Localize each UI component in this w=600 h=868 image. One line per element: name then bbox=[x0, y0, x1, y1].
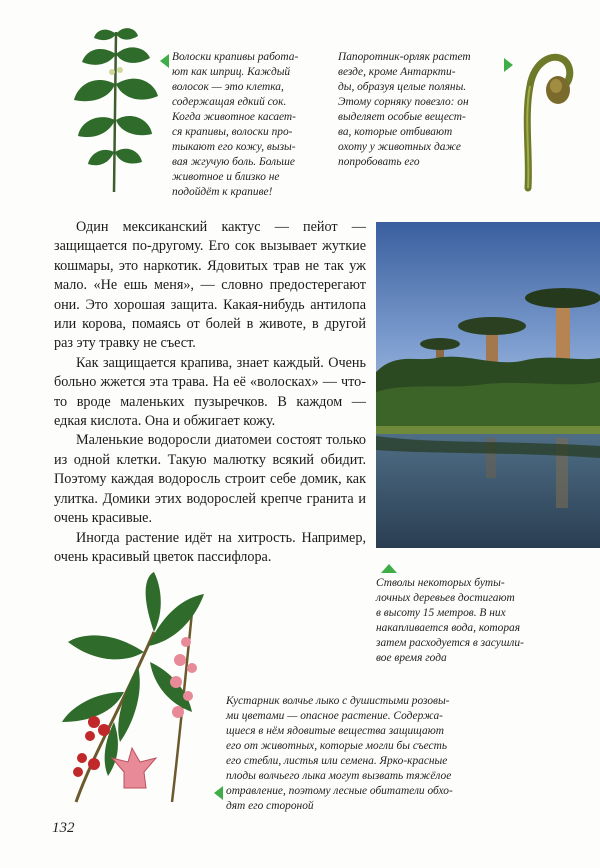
fern-fiddlehead-illustration bbox=[510, 46, 580, 192]
daphne-arrow-icon bbox=[214, 786, 223, 800]
nettle-arrow-icon bbox=[160, 54, 169, 68]
baobab-photo bbox=[376, 222, 600, 548]
daphne-caption: Кустарник волчье лыко с душистыми розовы- ми цветами — опасное растение. Содержа- щиеся в нём ядовитые вещества защищают его от животных, которые могли бы съесть его стебли, листья или семена. Ярко-красные плоды волчьего лыка могут вызвать тяжёлое отравление, поэтому лесные обитатели обхо- дят его стороной bbox=[226, 695, 453, 812]
daphne-illustration bbox=[54, 572, 214, 804]
body-paragraph: Один мексиканский кактус — пейот — защищается по-другому. Его сок вызывает жуткие кошмары, это наркотик. Ядовитых трав не так уж мало. «Не ешь меня», — словно предостерегают они. Это хорошая защита. Какая-нибудь антилопа или корова, помаясь от болей в животе, в другой раз эту травку не съест. bbox=[54, 219, 366, 352]
fern-caption: Папоротник-орляк растет везде, кроме Антаркти- ды, образуя целые поляны. Этому сорняку повезло: он выделяет особые вещест- ва, которые отбивают охоту у животных даже попробовать его bbox=[338, 51, 471, 168]
baobab-arrow-icon bbox=[381, 564, 397, 573]
body-paragraph: Маленькие водоросли диатомеи состоят только из одной клетки. Такую малютку всякий обидит. Поэтому каждая водоросль строит себе домик, как улитка. Домики этих водорослей крепче гранита и очень красивые. bbox=[54, 432, 366, 527]
nettle-illustration bbox=[66, 22, 162, 194]
nettle-caption: Волоски крапивы работа- ют как шприц. Каждый волосок — это клетка, содержащая едкий сок. Когда животное касает- ся крапивы, волоски про- тыкают его кожу, вызы- вая жгучую боль. Больше животное и близко не подойдёт к крапиве! bbox=[172, 51, 299, 198]
main-article-text bbox=[54, 218, 366, 567]
body-paragraph: Иногда растение идёт на хитрость. Например, очень красивый цветок пассифлора. bbox=[54, 529, 366, 565]
baobab-caption: Стволы некоторых буты- лочных деревьев достигают в высоту 15 метров. В них накапливается вода, которая затем расходуется в засушли- вое время года bbox=[376, 577, 524, 664]
body-paragraph: Как защищается крапива, знает каждый. Очень больно жжется эта трава. На её «волосках» — что-то вроде маленьких пузыречков. В каждом — едкая кислота. Она и обжигает кожу. bbox=[54, 354, 366, 430]
page-number: 132 bbox=[52, 820, 75, 836]
